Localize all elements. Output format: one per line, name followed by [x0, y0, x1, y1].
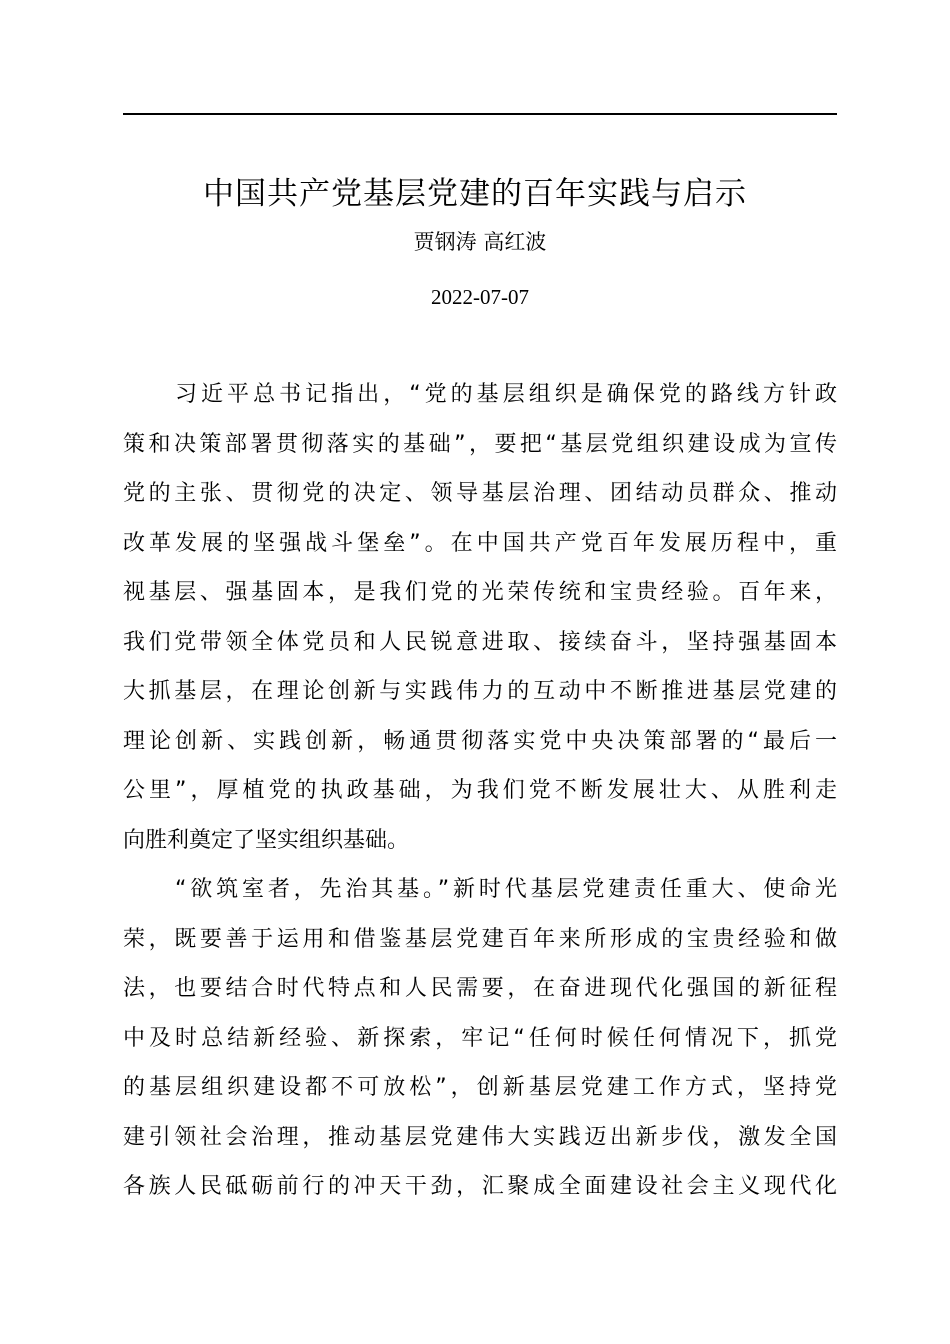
article-date: 2022-07-07 [431, 285, 529, 309]
text-line: 习近平总书记指出，“党的基层组织是确保党的路线方针政 [175, 382, 837, 407]
text-line: 视基层、强基固本，是我们党的光荣传统和宝贵经验。百年来， [123, 580, 837, 605]
text-line: 大抓基层，在理论创新与实践伟力的互动中不断推进基层党建的 [123, 679, 837, 704]
text-line: 建引领社会治理，推动基层党建伟大实践迈出新步伐，激发全国 [123, 1124, 837, 1150]
article-title: 中国共产党基层党建的百年实践与启示 [203, 176, 747, 212]
paragraph-1 [123, 370, 837, 865]
text-line: 向胜利奠定了坚实组织基础。 [123, 827, 410, 853]
text-line: 的基层组织建设都不可放松”，创新基层党建工作方式，坚持党 [123, 1075, 837, 1100]
header-rule [123, 113, 837, 115]
text-line: 各族人民砥砺前行的冲天干劲，汇聚成全面建设社会主义现代化 [123, 1174, 837, 1199]
text-line: 我们党带领全体党员和人民锐意进取、接续奋斗，坚持强基固本 [123, 629, 837, 655]
article-body [123, 370, 837, 1212]
paragraph-2 [123, 865, 837, 1212]
text-line: 策和决策部署贯彻落实的基础”，要把“基层党组织建设成为宣传 [123, 431, 837, 457]
text-line: “欲筑室者，先治其基。”新时代基层党建责任重大、使命光 [175, 877, 837, 902]
text-line: 中及时总结新经验、新探索，牢记“任何时候任何情况下，抓党 [123, 1025, 837, 1051]
text-line: 荣，既要善于运用和借鉴基层党建百年来所形成的宝贵经验和做 [123, 926, 837, 952]
text-line: 理论创新、实践创新，畅通贯彻落实党中央决策部署的“最后一 [123, 728, 837, 754]
article-authors: 贾钢涛 高红波 [413, 230, 547, 254]
text-line: 党的主张、贯彻党的决定、领导基层治理、团结动员群众、推动 [123, 481, 837, 506]
text-line: 公里”，厚植党的执政基础，为我们党不断发展壮大、从胜利走 [123, 778, 837, 803]
text-line: 改革发展的坚强战斗堡垒”。在中国共产党百年发展历程中，重 [123, 530, 837, 556]
text-line: 法，也要结合时代特点和人民需要，在奋进现代化强国的新征程 [123, 976, 837, 1001]
